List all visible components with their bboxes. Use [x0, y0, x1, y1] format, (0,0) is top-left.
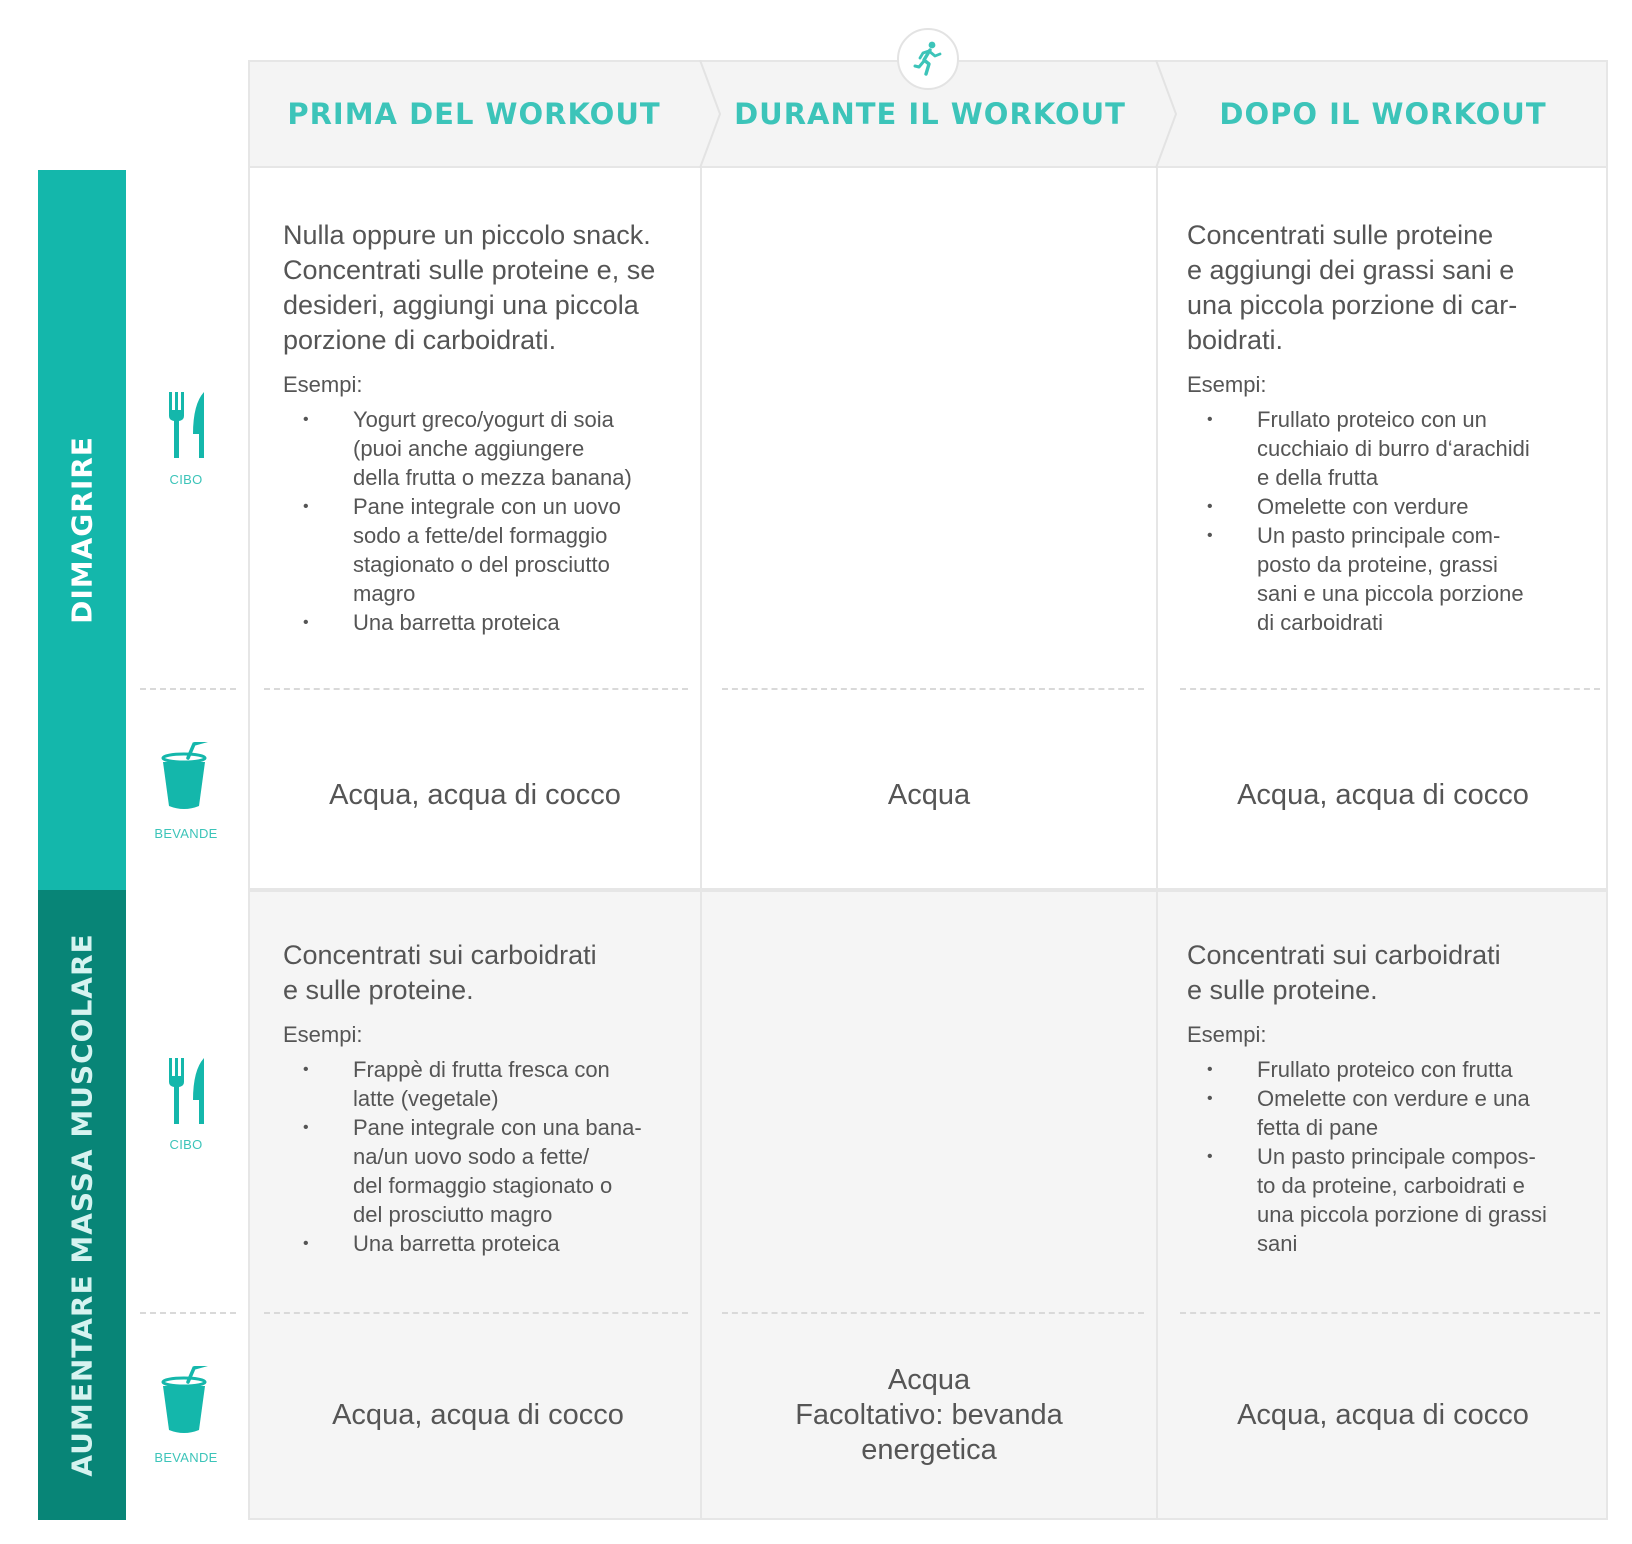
- drink-cell-massa-after: [1158, 1360, 1608, 1470]
- list-item-line: fetta di pane: [1257, 1115, 1379, 1140]
- cell-lead-text: [1187, 938, 1607, 1008]
- list-item: [1187, 521, 1607, 637]
- drink-cell-massa-before: [250, 1360, 706, 1470]
- list-item-line: sani e una piccola porzione: [1257, 581, 1524, 606]
- band-dimagrire: [38, 170, 126, 890]
- list-item-line: • Una barretta proteica: [353, 610, 560, 635]
- list-item-line: na/un uovo sodo a fette/: [353, 1144, 590, 1169]
- band-massa-muscolare: [38, 890, 126, 1520]
- list-item: [283, 1055, 703, 1113]
- list-item-line: magro: [353, 581, 416, 606]
- list-item-line: • Un pasto principale com-: [1257, 523, 1501, 548]
- lead-line: e sulle proteine.: [1187, 975, 1378, 1005]
- lead-line: Nulla oppure un piccolo snack.: [283, 220, 651, 250]
- list-item-line: • Un pasto principale compos-: [1257, 1144, 1536, 1169]
- runner-badge: [897, 28, 959, 90]
- food-cell-massa-after: [1187, 938, 1607, 1258]
- examples-label: Esempi:: [1187, 1022, 1267, 1047]
- lead-line: e sulle proteine.: [283, 975, 474, 1005]
- list-item: [1187, 405, 1607, 492]
- list-item-line: (puoi anche aggiungere: [353, 436, 585, 461]
- list-item-line: stagionato o del prosciutto: [353, 552, 610, 577]
- drink-line: Acqua, acqua di cocco: [1237, 778, 1529, 811]
- lead-line: una piccola porzione di car-: [1187, 290, 1518, 320]
- list-item-line: • Frullato proteico con frutta: [1257, 1057, 1513, 1082]
- dashed-divider: [264, 688, 688, 690]
- list-item: [283, 1113, 703, 1229]
- list-item: [283, 405, 703, 492]
- list-item-line: • Una barretta proteica: [353, 1231, 560, 1256]
- drink-text: [1237, 1398, 1529, 1433]
- cibo-label: CIBO: [169, 472, 203, 487]
- list-item: [283, 1229, 703, 1258]
- column-title-before: PRIMA DEL WORKOUT: [287, 97, 661, 131]
- list-item-line: • Omelette con verdure: [1257, 494, 1469, 519]
- list-item: [283, 492, 703, 608]
- food-cell-massa-before: [283, 938, 703, 1258]
- list-item-line: sodo a fette/del formaggio: [353, 523, 608, 548]
- drink-line: Facoltativo: bevanda: [795, 1398, 1063, 1431]
- band-label: AUMENTARE MASSA MUSCOLARE: [65, 933, 99, 1477]
- list-item-line: • Pane integrale con un uovo: [353, 494, 621, 519]
- list-item-line: di carboidrati: [1257, 610, 1383, 635]
- drink-line: Acqua: [887, 778, 971, 811]
- lead-line: Concentrati sulle proteine e, se: [283, 255, 656, 285]
- drink-text: [795, 1363, 1063, 1468]
- lead-line: boidrati.: [1187, 325, 1284, 355]
- list-item-line: • Omelette con verdure e una: [1257, 1086, 1530, 1111]
- lead-line: Concentrati sui carboidrati: [283, 940, 597, 970]
- drink-text: [332, 1398, 624, 1433]
- examples-list: [283, 1055, 703, 1258]
- examples-list: [283, 405, 703, 637]
- drink-cell-massa-during: [702, 1360, 1156, 1470]
- examples-list: [1187, 1055, 1607, 1258]
- list-item-line: • Frappè di frutta fresca con: [353, 1057, 610, 1082]
- list-item: [283, 608, 703, 637]
- food-cell-dimagrire-before: [283, 218, 703, 637]
- dashed-divider: [722, 1312, 1144, 1314]
- list-item: [1187, 1055, 1607, 1084]
- cup-straw-icon: [160, 742, 220, 812]
- cup-straw-icon: [160, 1366, 220, 1436]
- list-item-line: to da proteine, carboidrati e: [1257, 1173, 1525, 1198]
- column-title-after: DOPO IL WORKOUT: [1219, 97, 1547, 131]
- list-item-line: cucchiaio di burro d‘arachidi: [1257, 436, 1530, 461]
- dashed-divider: [722, 688, 1144, 690]
- list-item: [1187, 1142, 1607, 1258]
- list-item-line: una piccola porzione di grassi: [1257, 1202, 1547, 1227]
- cell-lead-text: [1187, 218, 1607, 358]
- cell-lead-text: [283, 938, 703, 1008]
- list-item-line: del formaggio stagionato o: [353, 1173, 613, 1198]
- examples-label: Esempi:: [283, 1022, 363, 1047]
- list-item-line: e della frutta: [1257, 465, 1379, 490]
- dashed-divider: [1180, 1312, 1600, 1314]
- cell-lead-text: [283, 218, 703, 358]
- cibo-label: CIBO: [169, 1137, 203, 1152]
- drink-line: Acqua, acqua di cocco: [329, 778, 621, 811]
- food-cell-dimagrire-after: [1187, 218, 1607, 637]
- column-title-during: DURANTE IL WORKOUT: [734, 97, 1126, 131]
- fork-knife-icon: [166, 1058, 206, 1124]
- lead-line: porzione di carboidrati.: [283, 325, 557, 355]
- list-item: [1187, 492, 1607, 521]
- examples-label: Esempi:: [283, 372, 363, 397]
- lead-line: Concentrati sui carboidrati: [1187, 940, 1501, 970]
- list-item-line: • Yogurt greco/yogurt di soia: [353, 407, 614, 432]
- lead-line: e aggiungi dei grassi sani e: [1187, 255, 1515, 285]
- band-label: DIMAGRIRE: [65, 436, 99, 624]
- drink-text: [888, 778, 970, 813]
- bevande-label: BEVANDE: [154, 826, 218, 841]
- fork-knife-icon: [166, 392, 206, 458]
- list-item-line: • Pane integrale con una bana-: [353, 1115, 642, 1140]
- drink-cell-dimagrire-during: [702, 740, 1156, 850]
- dashed-divider: [140, 688, 236, 690]
- list-item-line: • Frullato proteico con un: [1257, 407, 1487, 432]
- list-item-line: latte (vegetale): [353, 1086, 499, 1111]
- list-item-line: della frutta o mezza banana): [353, 465, 632, 490]
- drink-line: Acqua: [887, 1363, 971, 1396]
- dashed-divider: [264, 1312, 688, 1314]
- drink-line: Acqua, acqua di cocco: [1237, 1398, 1529, 1431]
- dashed-divider: [140, 1312, 236, 1314]
- drink-cell-dimagrire-after: [1158, 740, 1608, 850]
- examples-list: [1187, 405, 1607, 637]
- list-item-line: del prosciutto magro: [353, 1202, 553, 1227]
- examples-label: Esempi:: [1187, 372, 1267, 397]
- drink-line: energetica: [861, 1433, 997, 1466]
- dashed-divider: [1180, 688, 1600, 690]
- list-item: [1187, 1084, 1607, 1142]
- lead-line: desideri, aggiungi una piccola: [283, 290, 639, 320]
- drink-text: [1237, 778, 1529, 813]
- drink-line: Acqua, acqua di cocco: [332, 1398, 624, 1431]
- runner-icon: [913, 41, 943, 77]
- list-item-line: posto da proteine, grassi: [1257, 552, 1498, 577]
- lead-line: Concentrati sulle proteine: [1187, 220, 1494, 250]
- bevande-label: BEVANDE: [154, 1450, 218, 1465]
- drink-cell-dimagrire-before: [250, 740, 700, 850]
- drink-text: [329, 778, 621, 813]
- list-item-line: sani: [1257, 1231, 1298, 1256]
